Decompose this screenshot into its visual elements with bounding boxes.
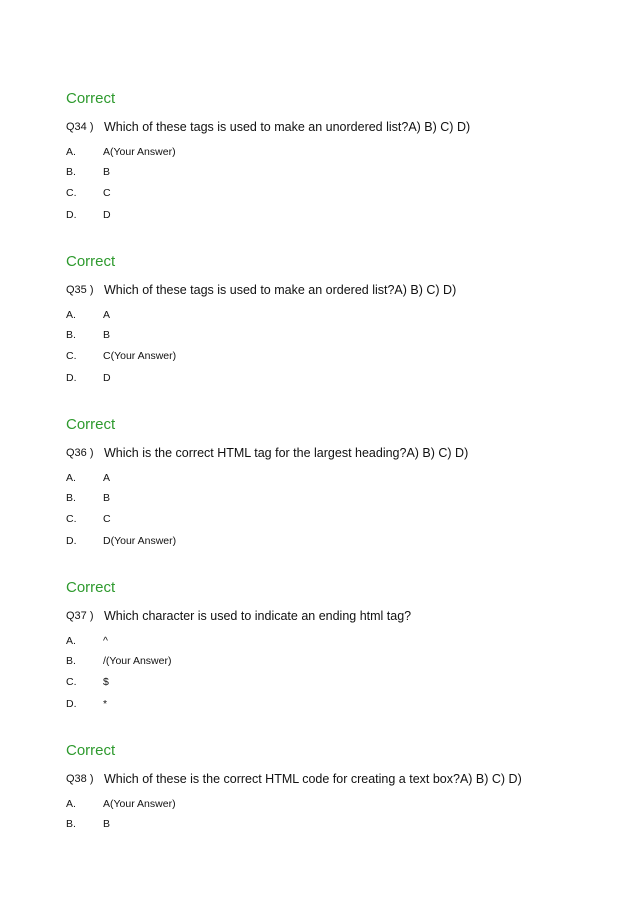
option-letter: B.	[66, 655, 76, 667]
option-letter: D.	[66, 698, 77, 710]
result-status: Correct	[66, 416, 116, 433]
option-letter: D.	[66, 209, 77, 221]
option-text: B	[103, 818, 111, 830]
option-letter: B.	[66, 492, 76, 504]
result-status: Correct	[66, 90, 116, 107]
option-text: B	[103, 166, 111, 178]
option-text: A	[103, 472, 111, 484]
option-text: ^	[103, 635, 108, 647]
option-letter: D.	[66, 535, 77, 547]
question-number: Q34 )	[66, 121, 94, 133]
option-text: D(Your Answer)	[103, 535, 177, 547]
question-text: Which character is used to indicate an ending html tag?	[104, 609, 412, 623]
option-letter: C.	[66, 350, 77, 362]
option-text: /(Your Answer)	[103, 655, 172, 667]
option-letter: C.	[66, 676, 77, 688]
question-number: Q35 )	[66, 284, 94, 296]
option-text: D	[103, 209, 111, 221]
option-text: C	[103, 187, 111, 199]
option-letter: C.	[66, 187, 77, 199]
option-text: A(Your Answer)	[103, 146, 176, 158]
option-text: $	[103, 676, 109, 688]
question-text: Which of these tags is used to make an unordered list?A) B) C) D)	[104, 120, 471, 134]
option-letter: D.	[66, 372, 77, 384]
question-text: Which is the correct HTML tag for the largest heading?A) B) C) D)	[104, 446, 469, 460]
option-letter: A.	[66, 146, 76, 158]
result-status: Correct	[66, 742, 116, 759]
option-letter: B.	[66, 329, 76, 341]
option-letter: A.	[66, 472, 76, 484]
option-letter: A.	[66, 635, 76, 647]
option-text: *	[103, 698, 108, 710]
question-text: Which of these tags is used to make an ordered list?A) B) C) D)	[104, 283, 457, 297]
option-text: D	[103, 372, 111, 384]
option-letter: A.	[66, 798, 76, 810]
result-status: Correct	[66, 253, 116, 270]
option-text: C	[103, 513, 111, 525]
question-number: Q38 )	[66, 773, 94, 785]
option-text: B	[103, 329, 111, 341]
option-text: A(Your Answer)	[103, 798, 176, 810]
question-number: Q36 )	[66, 447, 94, 459]
option-letter: A.	[66, 309, 76, 321]
result-status: Correct	[66, 579, 116, 596]
option-text: B	[103, 492, 111, 504]
question-number: Q37 )	[66, 610, 94, 622]
option-letter: B.	[66, 166, 76, 178]
question-text: Which of these is the correct HTML code for creating a text box?A) B) C) D)	[104, 772, 522, 786]
option-letter: B.	[66, 818, 76, 830]
option-text: C(Your Answer)	[103, 350, 177, 362]
option-text: A	[103, 309, 111, 321]
option-letter: C.	[66, 513, 77, 525]
